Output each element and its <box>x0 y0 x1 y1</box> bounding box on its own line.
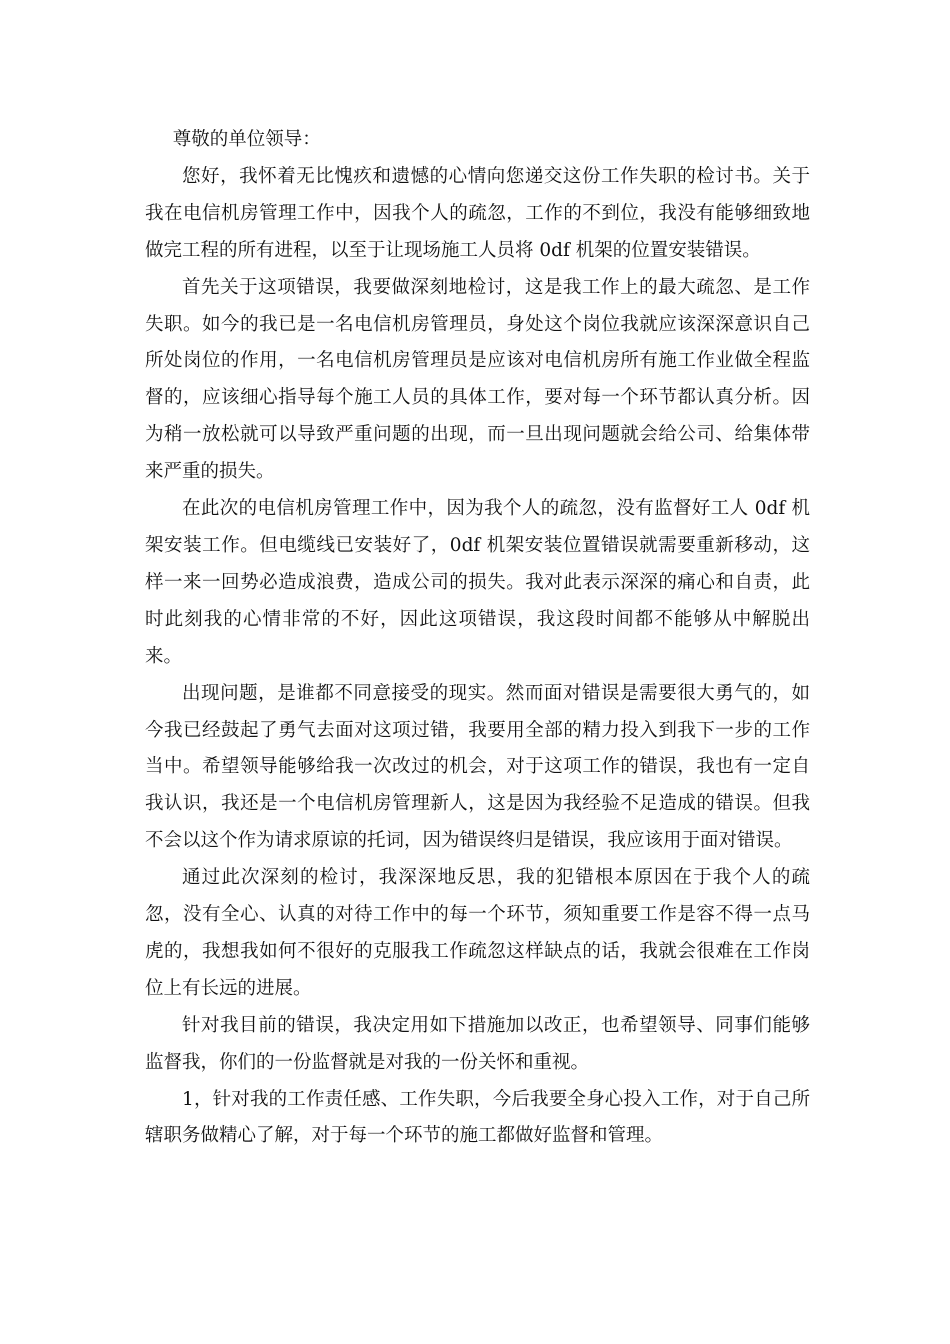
letter-paragraph-1: 您好，我怀着无比愧疚和遗憾的心情向您递交这份工作失职的检讨书。关于我在电信机房管理工作中，因我个人的疏忽，工作的不到位，我没有能够细致地做完工程的所有进程，以至于让现场施工人员将 0df 机架的位置安装错误。 <box>145 165 810 261</box>
letter-paragraph-7: 1，针对我的工作责任感、工作失职，今后我要全身心投入工作，对于自己所辖职务做精心了解，对于每一个环节的施工都做好监督和管理。 <box>145 1088 810 1147</box>
letter-paragraph-6: 针对我目前的错误，我决定用如下措施加以改正，也希望领导、同事们能够监督我，你们的一份监督就是对我的一份关怀和重视。 <box>145 1014 810 1073</box>
letter-paragraph-4: 出现问题，是谁都不同意接受的现实。然而面对错误是需要很大勇气的，如今我已经鼓起了勇气去面对这项过错，我要用全部的精力投入到我下一步的工作当中。希望领导能够给我一次改过的机会，对于这项工作的错误，我也有一定自我认识，我还是一个电信机房管理新人，这是因为我经验不足造成的错误。但我不会以这个作为请求原谅的托词，因为错误终归是错误，我应该用于面对错误。 <box>145 682 810 852</box>
letter-salutation: 尊敬的单位领导： <box>172 129 321 150</box>
letter-paragraph-5: 通过此次深刻的检讨，我深深地反思，我的犯错根本原因在于我个人的疏忽，没有全心、认真的对待工作中的每一个环节，须知重要工作是容不得一点马虎的，我想我如何不很好的克服我工作疏忽这样缺点的话，我就会很难在工作岗位上有长远的进展。 <box>145 867 810 999</box>
letter-paragraph-3: 在此次的电信机房管理工作中，因为我个人的疏忽，没有监督好工人 0df 机架安装工作。但电缆线已安装好了，0df 机架安装位置错误就需要重新移动，这样一来一回势必造成浪费，造成公司的损失。我对此表示深深的痛心和自责，此时此刻我的心情非常的不好，因此这项错误，我这段时间都不能够从中解脱出来。 <box>145 498 810 667</box>
letter-body <box>145 122 810 1155</box>
letter-paragraph-2: 首先关于这项错误，我要做深刻地检讨，这是我工作上的最大疏忽、是工作失职。如今的我已是一名电信机房管理员，身处这个岗位我就应该深深意识自己所处岗位的作用，一名电信机房管理员是应该对电信机房所有施工作业做全程监督的，应该细心指导每个施工人员的具体工作，要对每一个环节都认真分析。因为稍一放松就可以导致严重问题的出现，而一旦出现问题就会给公司、给集体带来严重的损失。 <box>145 276 810 483</box>
